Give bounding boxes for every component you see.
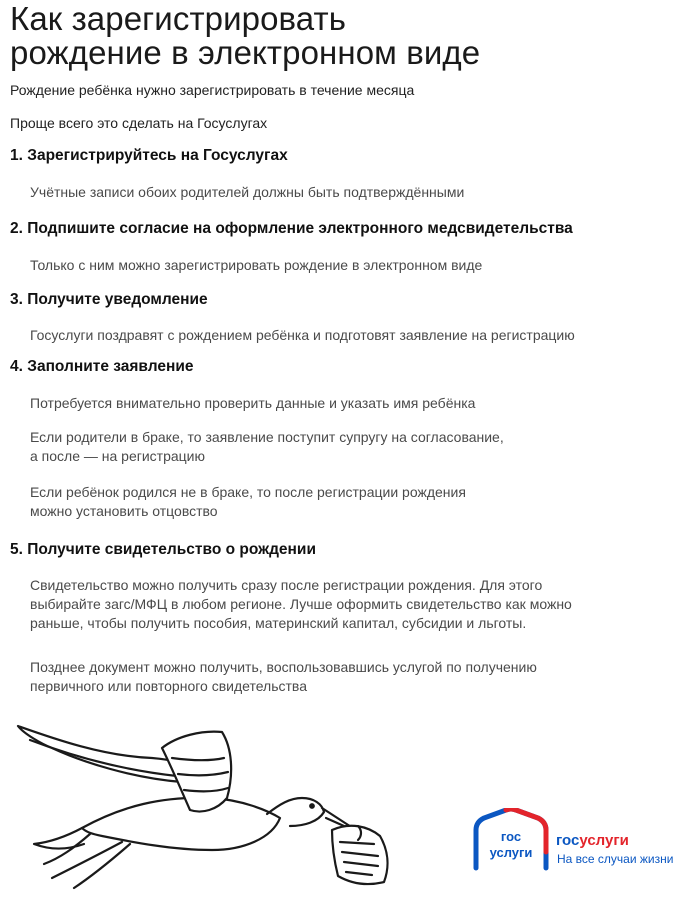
step-5-paragraph-1-line-3: раньше, чтобы получить пособия, материнский капитал, субсидии и льготы. [30,615,527,631]
step-1-paragraph-1-line-1: Учётные записи обоих родителей должны быть подтверждёнными [30,184,465,200]
brand-name [556,832,629,849]
step-5-title: 5. Получите свидетельство о рождении [10,541,316,558]
step-4-paragraph-1-line-1: Потребуется внимательно проверить данные и указать имя ребёнка [30,395,476,411]
intro-text-1: Рождение ребёнка нужно зарегистрировать в течение месяца [10,82,415,98]
step-3-title: 3. Получите уведомление [10,291,208,308]
step-1-title: 1. Зарегистрируйтесь на Госуслугах [10,147,288,164]
step-4-paragraph-2-line-1: Если родители в браке, то заявление поступит супругу на согласование, [30,429,504,445]
step-2-title: 2. Подпишите согласие на оформление электронного медсвидетельства [10,220,573,237]
step-5-paragraph-2-line-2: первичного или повторного свидетельства [30,678,307,694]
step-3-paragraph-1-line-1: Госуслуги поздравят с рождением ребёнка и подготовят заявление на регистрацию [30,327,575,343]
intro-text-2: Проще всего это сделать на Госуслугах [10,115,268,131]
step-5-paragraph-1-line-2: выбирайте загс/МФЦ в любом регионе. Лучше оформить свидетельство как можно [30,596,572,612]
step-4-paragraph-3-line-2: можно установить отцовство [30,503,218,519]
step-5-paragraph-2 [30,658,537,696]
step-4-paragraph-2 [30,428,504,466]
logo-badge-text-uslugi: услуги [489,845,533,860]
brand-tagline: На все случаи жизни [557,852,674,866]
brand-name-part-2: услуги [579,832,629,849]
page-title-line-1: Как зарегистрировать [10,0,347,37]
step-5-paragraph-2-line-1: Позднее документ можно получить, воспользовавшись услугой по получению [30,659,537,675]
brand-name-part-1: гос [556,832,580,849]
stork-carrying-document-icon [12,718,412,898]
step-5-paragraph-1 [30,576,572,633]
step-3-paragraph-1 [30,326,575,345]
logo-badge-text-gos: гос [500,829,522,844]
gosuslugi-logo [470,808,552,878]
step-2-paragraph-1 [30,256,482,275]
step-4-paragraph-1 [30,394,475,413]
page-title-line-2: рождение в электронном виде [10,34,481,71]
step-4-title: 4. Заполните заявление [10,358,194,375]
step-2-paragraph-1-line-1: Только с ним можно зарегистрировать рождение в электронном виде [30,257,483,273]
step-1-paragraph-1 [30,183,464,202]
step-4-paragraph-3 [30,483,466,521]
step-4-paragraph-2-line-2: а после — на регистрацию [30,448,206,464]
step-4-paragraph-3-line-1: Если ребёнок родился не в браке, то после регистрации рождения [30,484,466,500]
step-5-paragraph-1-line-1: Свидетельство можно получить сразу после регистрации рождения. Для этого [30,577,543,593]
page-title [10,2,480,70]
